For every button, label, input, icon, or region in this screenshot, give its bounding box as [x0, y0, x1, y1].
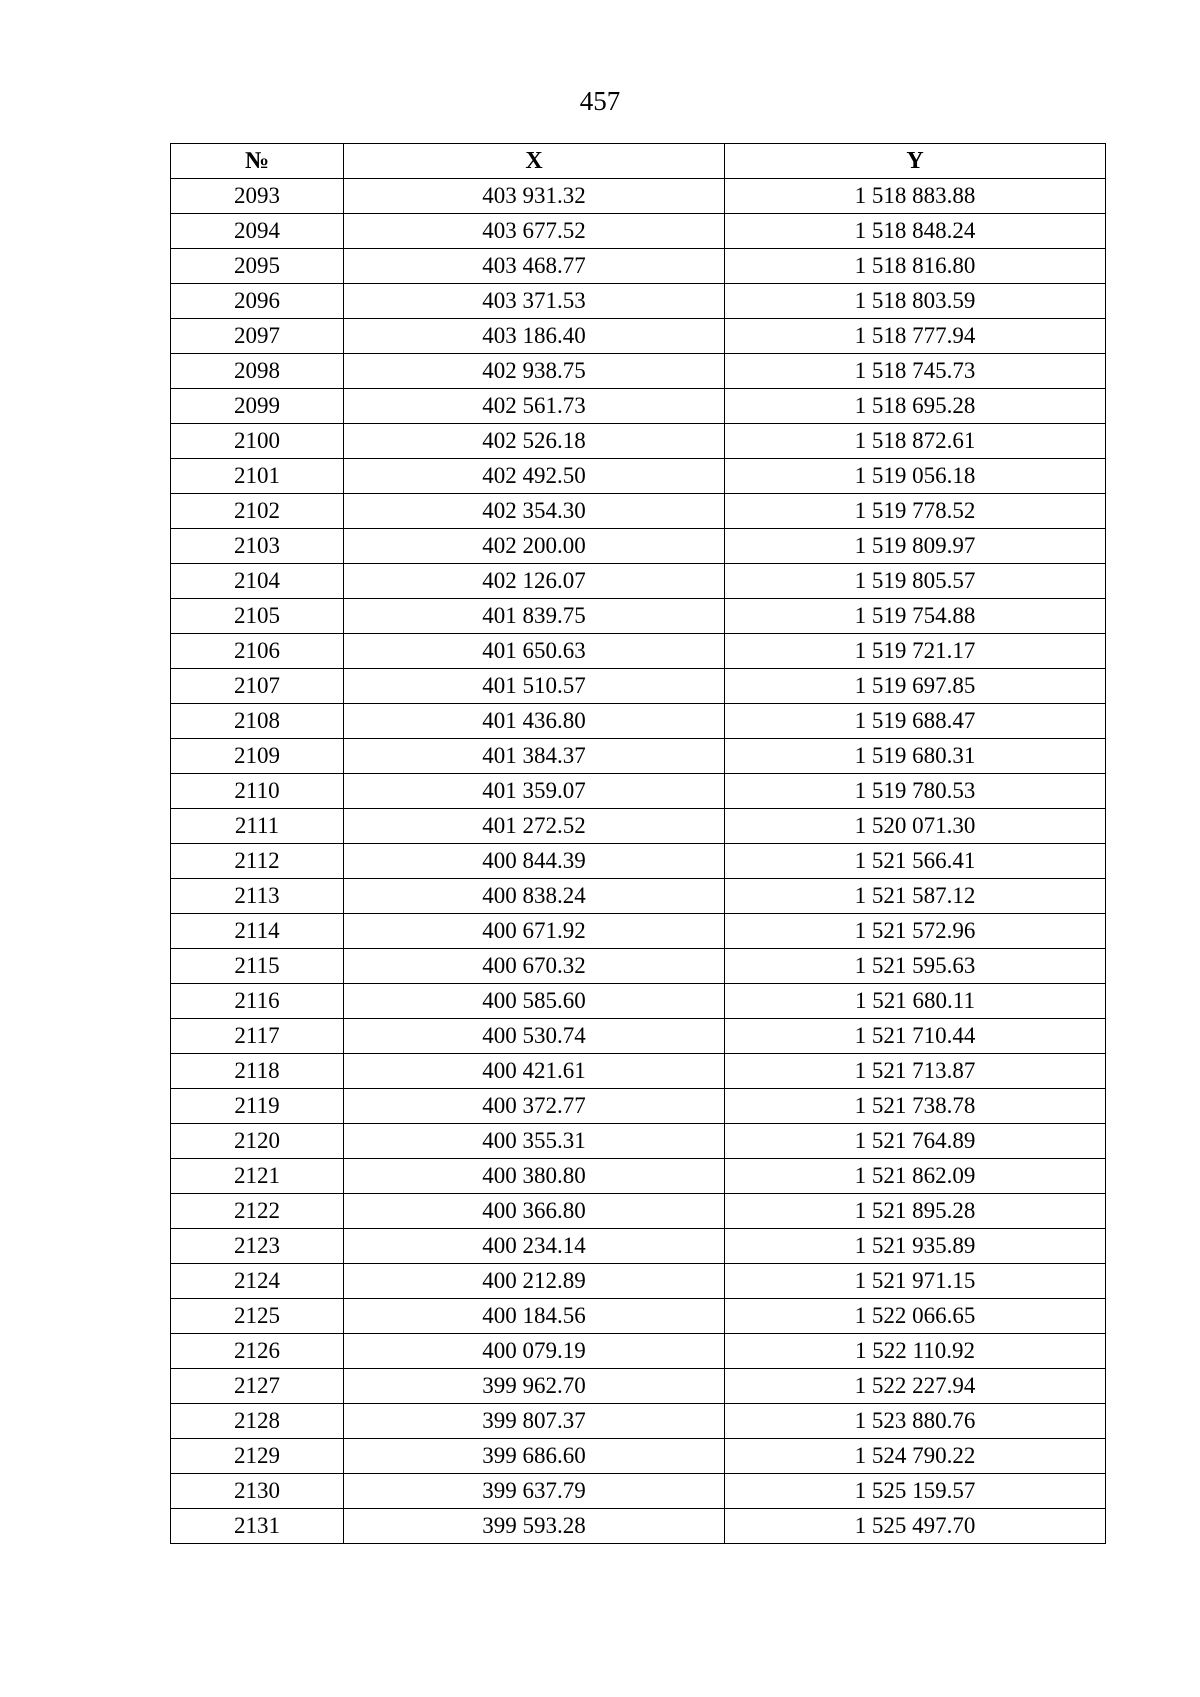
cell-number: 2131 — [171, 1509, 344, 1544]
cell-number: 2124 — [171, 1264, 344, 1299]
cell-x: 400 184.56 — [344, 1299, 725, 1334]
cell-x: 401 839.75 — [344, 599, 725, 634]
cell-y: 1 518 883.88 — [725, 179, 1106, 214]
cell-number: 2100 — [171, 424, 344, 459]
table-row — [171, 1019, 1106, 1054]
cell-x: 403 931.32 — [344, 179, 725, 214]
cell-x: 402 200.00 — [344, 529, 725, 564]
cell-x: 401 510.57 — [344, 669, 725, 704]
table-row — [171, 1369, 1106, 1404]
cell-x: 402 492.50 — [344, 459, 725, 494]
table-row — [171, 669, 1106, 704]
cell-y: 1 524 790.22 — [725, 1439, 1106, 1474]
cell-number: 2130 — [171, 1474, 344, 1509]
cell-y: 1 518 848.24 — [725, 214, 1106, 249]
table-body — [171, 179, 1106, 1544]
table-row — [171, 284, 1106, 319]
cell-y: 1 519 805.57 — [725, 564, 1106, 599]
cell-number: 2120 — [171, 1124, 344, 1159]
cell-x: 403 186.40 — [344, 319, 725, 354]
cell-x: 400 372.77 — [344, 1089, 725, 1124]
cell-y: 1 521 587.12 — [725, 879, 1106, 914]
cell-number: 2111 — [171, 809, 344, 844]
header-row — [171, 144, 1106, 179]
cell-y: 1 519 778.52 — [725, 494, 1106, 529]
cell-y: 1 521 680.11 — [725, 984, 1106, 1019]
cell-x: 402 938.75 — [344, 354, 725, 389]
cell-number: 2094 — [171, 214, 344, 249]
cell-number: 2126 — [171, 1334, 344, 1369]
cell-y: 1 519 056.18 — [725, 459, 1106, 494]
cell-x: 399 962.70 — [344, 1369, 725, 1404]
cell-number: 2098 — [171, 354, 344, 389]
cell-x: 402 354.30 — [344, 494, 725, 529]
table-row — [171, 1334, 1106, 1369]
table-row — [171, 1229, 1106, 1264]
cell-y: 1 521 862.09 — [725, 1159, 1106, 1194]
cell-y: 1 519 688.47 — [725, 704, 1106, 739]
cell-x: 403 468.77 — [344, 249, 725, 284]
cell-y: 1 521 713.87 — [725, 1054, 1106, 1089]
cell-x: 402 526.18 — [344, 424, 725, 459]
cell-number: 2114 — [171, 914, 344, 949]
table-row — [171, 1089, 1106, 1124]
cell-y: 1 518 777.94 — [725, 319, 1106, 354]
cell-number: 2112 — [171, 844, 344, 879]
table-row — [171, 844, 1106, 879]
cell-number: 2122 — [171, 1194, 344, 1229]
cell-y: 1 521 895.28 — [725, 1194, 1106, 1229]
cell-y: 1 523 880.76 — [725, 1404, 1106, 1439]
cell-number: 2099 — [171, 389, 344, 424]
table-row — [171, 214, 1106, 249]
cell-number: 2119 — [171, 1089, 344, 1124]
cell-y: 1 521 738.78 — [725, 1089, 1106, 1124]
table-row — [171, 179, 1106, 214]
cell-x: 400 421.61 — [344, 1054, 725, 1089]
cell-y: 1 522 110.92 — [725, 1334, 1106, 1369]
cell-y: 1 519 754.88 — [725, 599, 1106, 634]
cell-x: 401 650.63 — [344, 634, 725, 669]
table-row — [171, 949, 1106, 984]
cell-x: 400 671.92 — [344, 914, 725, 949]
cell-x: 400 585.60 — [344, 984, 725, 1019]
table-row — [171, 984, 1106, 1019]
cell-x: 400 670.32 — [344, 949, 725, 984]
cell-number: 2116 — [171, 984, 344, 1019]
cell-number: 2128 — [171, 1404, 344, 1439]
coordinates-table — [170, 143, 1106, 1544]
cell-x: 400 079.19 — [344, 1334, 725, 1369]
cell-number: 2113 — [171, 879, 344, 914]
cell-number: 2109 — [171, 739, 344, 774]
cell-number: 2110 — [171, 774, 344, 809]
cell-y: 1 521 572.96 — [725, 914, 1106, 949]
cell-number: 2095 — [171, 249, 344, 284]
cell-x: 401 436.80 — [344, 704, 725, 739]
cell-y: 1 519 780.53 — [725, 774, 1106, 809]
cell-number: 2108 — [171, 704, 344, 739]
table-row — [171, 1124, 1106, 1159]
table-row — [171, 424, 1106, 459]
table-row — [171, 389, 1106, 424]
cell-y: 1 521 595.63 — [725, 949, 1106, 984]
table-row — [171, 354, 1106, 389]
header-number: № — [171, 144, 344, 179]
cell-y: 1 522 066.65 — [725, 1299, 1106, 1334]
cell-x: 400 355.31 — [344, 1124, 725, 1159]
cell-x: 402 561.73 — [344, 389, 725, 424]
cell-x: 403 677.52 — [344, 214, 725, 249]
cell-number: 2096 — [171, 284, 344, 319]
table-row — [171, 704, 1106, 739]
cell-number: 2104 — [171, 564, 344, 599]
cell-x: 400 838.24 — [344, 879, 725, 914]
table-row — [171, 459, 1106, 494]
cell-x: 399 807.37 — [344, 1404, 725, 1439]
table-row — [171, 634, 1106, 669]
table-row — [171, 1054, 1106, 1089]
cell-y: 1 518 816.80 — [725, 249, 1106, 284]
cell-x: 402 126.07 — [344, 564, 725, 599]
table-row — [171, 809, 1106, 844]
cell-number: 2103 — [171, 529, 344, 564]
cell-number: 2115 — [171, 949, 344, 984]
cell-y: 1 519 809.97 — [725, 529, 1106, 564]
cell-x: 399 593.28 — [344, 1509, 725, 1544]
cell-number: 2117 — [171, 1019, 344, 1054]
cell-number: 2121 — [171, 1159, 344, 1194]
cell-number: 2129 — [171, 1439, 344, 1474]
table-row — [171, 599, 1106, 634]
cell-number: 2123 — [171, 1229, 344, 1264]
cell-y: 1 521 971.15 — [725, 1264, 1106, 1299]
cell-number: 2105 — [171, 599, 344, 634]
cell-x: 401 359.07 — [344, 774, 725, 809]
cell-y: 1 519 697.85 — [725, 669, 1106, 704]
cell-x: 401 272.52 — [344, 809, 725, 844]
cell-x: 403 371.53 — [344, 284, 725, 319]
table-row — [171, 494, 1106, 529]
cell-x: 399 637.79 — [344, 1474, 725, 1509]
cell-number: 2107 — [171, 669, 344, 704]
table-row — [171, 879, 1106, 914]
cell-x: 401 384.37 — [344, 739, 725, 774]
table-row — [171, 914, 1106, 949]
cell-y: 1 519 680.31 — [725, 739, 1106, 774]
header-y: Y — [725, 144, 1106, 179]
table-row — [171, 1509, 1106, 1544]
table-row — [171, 1194, 1106, 1229]
cell-number: 2118 — [171, 1054, 344, 1089]
cell-y: 1 519 721.17 — [725, 634, 1106, 669]
cell-x: 400 366.80 — [344, 1194, 725, 1229]
table-row — [171, 1404, 1106, 1439]
cell-number: 2125 — [171, 1299, 344, 1334]
table-row — [171, 564, 1106, 599]
table-row — [171, 1474, 1106, 1509]
cell-y: 1 521 566.41 — [725, 844, 1106, 879]
table-row — [171, 1264, 1106, 1299]
cell-y: 1 518 745.73 — [725, 354, 1106, 389]
cell-y: 1 518 695.28 — [725, 389, 1106, 424]
cell-number: 2101 — [171, 459, 344, 494]
cell-x: 400 234.14 — [344, 1229, 725, 1264]
table-row — [171, 739, 1106, 774]
cell-y: 1 525 159.57 — [725, 1474, 1106, 1509]
table-row — [171, 1439, 1106, 1474]
table-row — [171, 319, 1106, 354]
cell-y: 1 522 227.94 — [725, 1369, 1106, 1404]
cell-x: 400 212.89 — [344, 1264, 725, 1299]
cell-y: 1 521 710.44 — [725, 1019, 1106, 1054]
cell-y: 1 521 764.89 — [725, 1124, 1106, 1159]
cell-number: 2102 — [171, 494, 344, 529]
cell-x: 400 844.39 — [344, 844, 725, 879]
table-row — [171, 774, 1106, 809]
cell-number: 2097 — [171, 319, 344, 354]
cell-number: 2106 — [171, 634, 344, 669]
table-row — [171, 529, 1106, 564]
cell-y: 1 518 803.59 — [725, 284, 1106, 319]
table-row — [171, 1299, 1106, 1334]
cell-x: 400 530.74 — [344, 1019, 725, 1054]
cell-number: 2127 — [171, 1369, 344, 1404]
table-row — [171, 249, 1106, 284]
header-x: X — [344, 144, 725, 179]
cell-x: 399 686.60 — [344, 1439, 725, 1474]
cell-y: 1 518 872.61 — [725, 424, 1106, 459]
cell-y: 1 521 935.89 — [725, 1229, 1106, 1264]
cell-y: 1 525 497.70 — [725, 1509, 1106, 1544]
page-number: 457 — [579, 86, 621, 116]
table-row — [171, 1159, 1106, 1194]
cell-number: 2093 — [171, 179, 344, 214]
cell-y: 1 520 071.30 — [725, 809, 1106, 844]
cell-x: 400 380.80 — [344, 1159, 725, 1194]
table-header — [171, 144, 1106, 179]
